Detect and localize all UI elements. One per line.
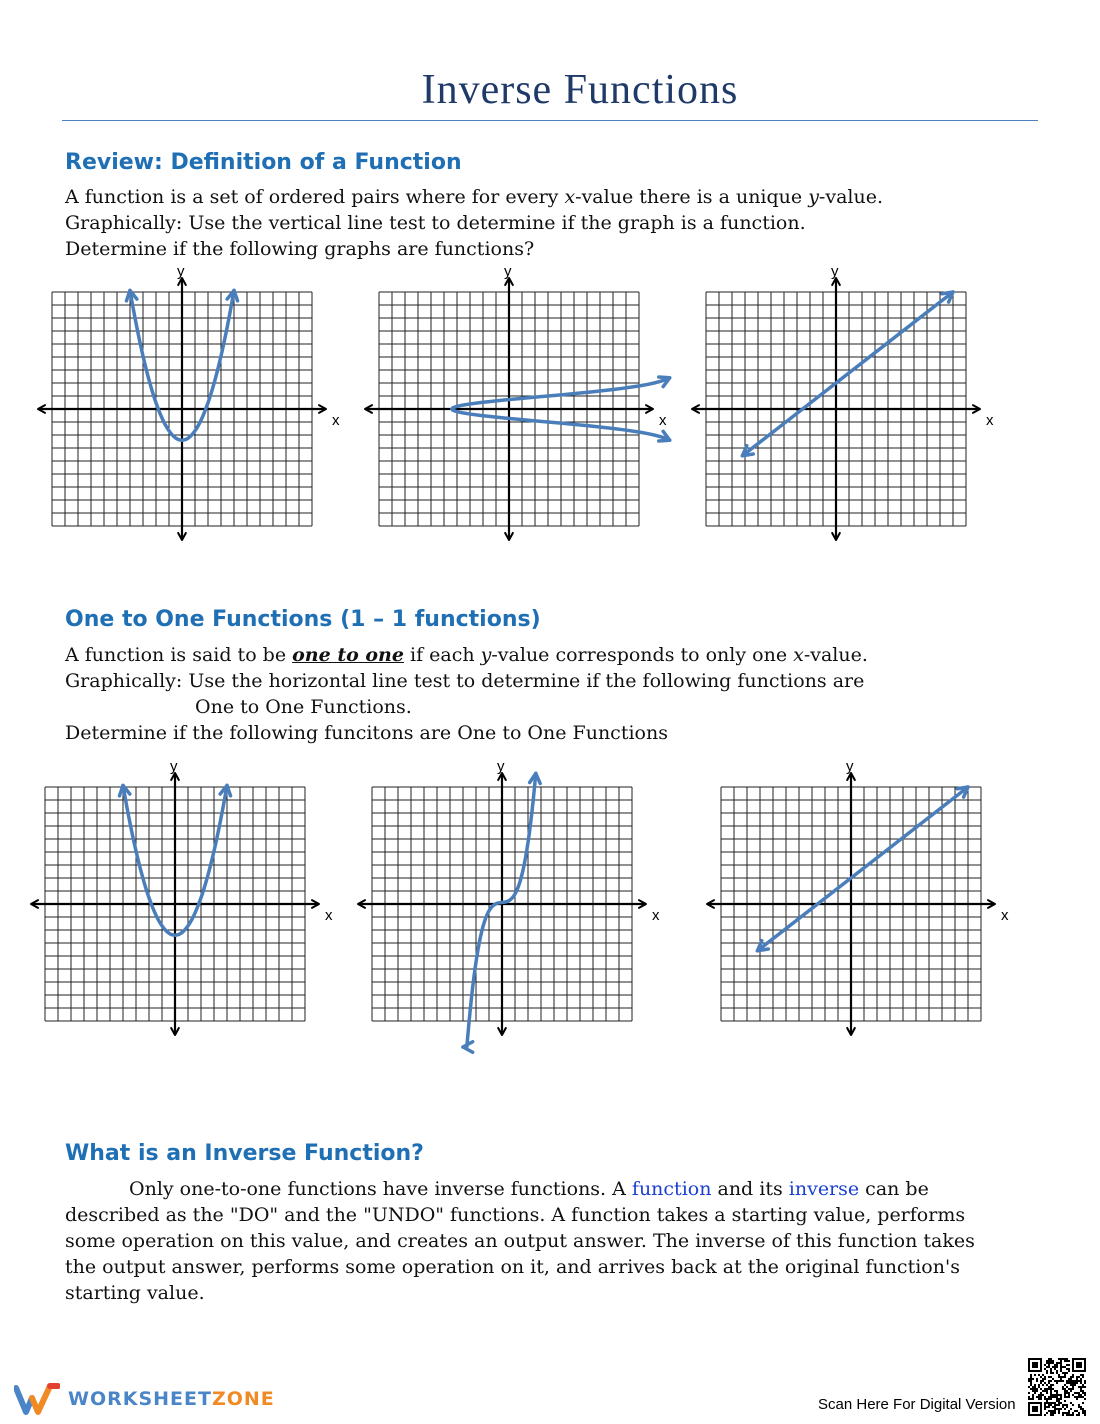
inverse-line-4: the output answer, performs some operation on it, and arrives back at the original function's <box>65 1256 960 1278</box>
one-to-one-line-1: A function is said to be one to one if each y-value corresponds to only one x-value. <box>65 644 868 666</box>
y-axis-label: y <box>504 263 512 280</box>
one-to-one-text <box>65 642 868 746</box>
inverse-link[interactable]: inverse <box>788 1178 860 1200</box>
function-curve <box>742 292 953 456</box>
one-to-one-line-4: Determine if the following funcitons are One to One Functions <box>65 722 668 744</box>
function-curve <box>757 787 968 951</box>
logo-mark-icon <box>14 1382 60 1416</box>
inverse-line-3: some operation on this value, and creates an output answer. The inverse of this function takes <box>65 1230 975 1252</box>
x-axis-label: x <box>986 412 994 429</box>
one-to-one-heading: One to One Functions (1 – 1 functions) <box>65 607 541 632</box>
y-axis-label: y <box>170 758 178 775</box>
graph-6-linear <box>699 757 1019 1057</box>
x-axis-label: x <box>652 907 660 924</box>
graph-5-cubic <box>350 757 670 1057</box>
inverse-line-1: Only one-to-one functions have inverse functions. A function and its inverse can be <box>129 1178 929 1200</box>
x-axis-label: x <box>1001 907 1009 924</box>
review-text <box>65 184 883 262</box>
inverse-text <box>65 1176 975 1306</box>
title-divider <box>62 120 1038 121</box>
scan-label: Scan Here For Digital Version <box>818 1396 1016 1413</box>
review-line-2: Graphically: Use the vertical line test to determine if the graph is a function. <box>65 212 806 234</box>
graph-1-upward-parabola <box>30 262 350 552</box>
review-line-3: Determine if the following graphs are functions? <box>65 238 535 260</box>
one-to-one-line-2: Graphically: Use the horizontal line test to determine if the following functions are <box>65 670 865 692</box>
x-axis-label: x <box>659 412 667 429</box>
graph-3-linear <box>684 262 1004 552</box>
function-link[interactable]: function <box>631 1178 712 1200</box>
graph-2-sideways-parabola <box>357 262 677 552</box>
logo-text: WORKSHEETZONE <box>68 1388 275 1410</box>
inverse-line-5: starting value. <box>65 1282 205 1304</box>
y-axis-label: y <box>846 758 854 775</box>
worksheetzone-logo[interactable] <box>14 1382 275 1416</box>
page-title: Inverse Functions <box>421 67 739 113</box>
x-axis-label: x <box>325 907 333 924</box>
review-heading: Review: Definition of a Function <box>65 150 462 175</box>
review-line-1: A function is a set of ordered pairs where for every x-value there is a unique y-value. <box>65 186 884 208</box>
graph-4-upward-parabola <box>23 757 343 1057</box>
qr-code-icon[interactable] <box>1028 1358 1086 1416</box>
x-axis-label: x <box>332 412 340 429</box>
y-axis-label: y <box>497 758 505 775</box>
function-curve <box>463 773 536 1047</box>
y-axis-label: y <box>177 263 185 280</box>
y-axis-label: y <box>831 263 839 280</box>
one-to-one-line-3: One to One Functions. <box>195 696 412 718</box>
inverse-line-2: described as the "DO" and the "UNDO" functions. A function takes a starting value, performs <box>65 1204 966 1226</box>
inverse-heading: What is an Inverse Function? <box>65 1141 424 1166</box>
